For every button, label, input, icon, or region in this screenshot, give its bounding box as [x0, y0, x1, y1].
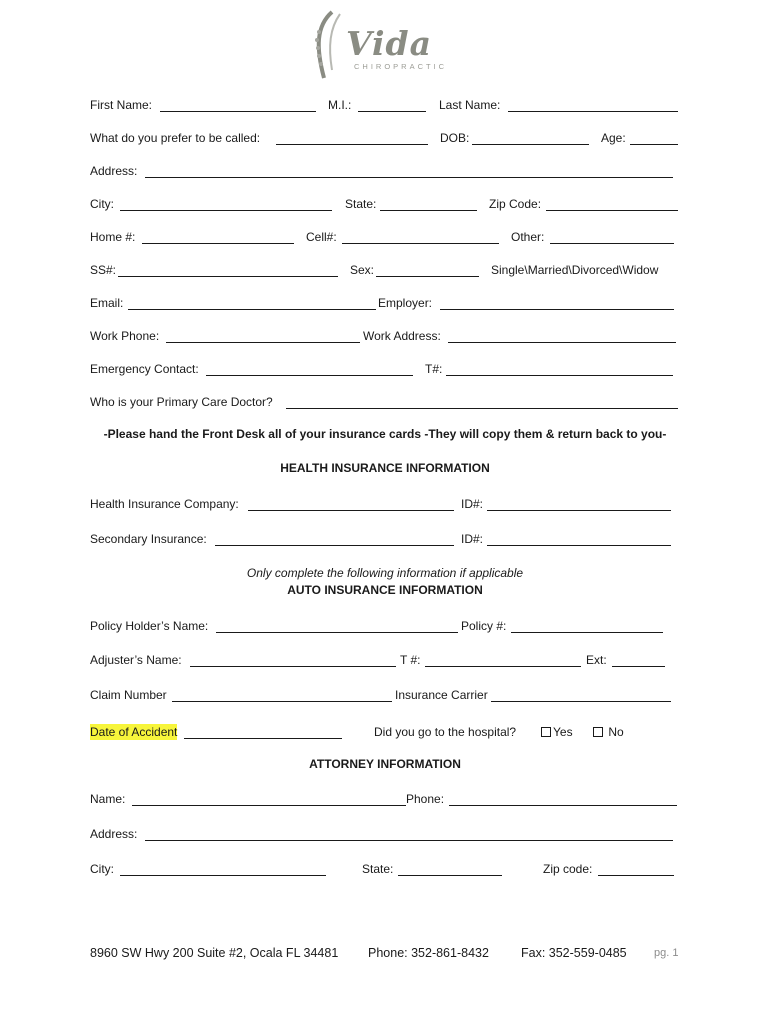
emergency-contact-label: Emergency Contact:: [90, 362, 199, 376]
employer-label: Employer:: [378, 296, 433, 310]
sex-label: Sex:: [350, 263, 375, 277]
claim-row: [90, 687, 680, 705]
insurance-cards-notice: -Please hand the Front Desk all of your insurance cards -They will copy them & return back to you-: [103, 427, 667, 441]
health-id-label: ID#:: [461, 497, 484, 511]
attorney-city-field[interactable]: [120, 875, 326, 876]
city-label: City:: [90, 197, 114, 211]
attorney-zip-field[interactable]: [598, 875, 674, 876]
attorney-name-row: [90, 791, 680, 809]
pcp-row: [90, 394, 680, 412]
mi-label: M.I.:: [328, 98, 352, 112]
date-of-accident-label: Date of Accident: [90, 725, 178, 739]
claim-number-label: Claim Number: [90, 688, 167, 702]
hospital-question: Did you go to the hospital?: [374, 725, 517, 739]
footer-fax: Fax: 352-559-0485: [521, 946, 627, 960]
first-name-field[interactable]: [160, 111, 316, 112]
logo-subtitle: CHIROPRACTIC: [354, 62, 448, 71]
pcp-field[interactable]: [286, 408, 678, 409]
attorney-state-label: State:: [362, 862, 394, 876]
other-phone-field[interactable]: [550, 243, 674, 244]
auto-note: Only complete the following information if applicable: [246, 566, 524, 580]
cell-label: Cell#:: [306, 230, 337, 244]
city-row: [90, 196, 680, 214]
insurance-carrier-label: Insurance Carrier: [395, 688, 488, 702]
attorney-heading: ATTORNEY INFORMATION: [309, 757, 461, 771]
work-phone-field[interactable]: [166, 342, 360, 343]
work-row: [90, 328, 680, 346]
emergency-row: [90, 361, 680, 379]
dob-field[interactable]: [472, 144, 589, 145]
cell-field[interactable]: [342, 243, 499, 244]
date-of-accident-field[interactable]: [184, 738, 342, 739]
work-phone-label: Work Phone:: [90, 329, 160, 343]
email-label: Email:: [90, 296, 124, 310]
city-field[interactable]: [120, 210, 332, 211]
adjuster-phone-label: T #:: [400, 653, 421, 667]
zip-field[interactable]: [546, 210, 678, 211]
page-number: pg. 1: [654, 947, 679, 959]
secondary-id-label: ID#:: [461, 532, 484, 546]
attorney-city-row: [90, 861, 680, 879]
state-field[interactable]: [380, 210, 477, 211]
zip-label: Zip Code:: [489, 197, 542, 211]
home-phone-field[interactable]: [142, 243, 294, 244]
state-label: State:: [345, 197, 377, 211]
secondary-insurance-field[interactable]: [215, 545, 454, 546]
other-phone-label: Other:: [511, 230, 545, 244]
email-field[interactable]: [128, 309, 376, 310]
health-insurance-heading: HEALTH INSURANCE INFORMATION: [280, 461, 490, 475]
attorney-phone-label: Phone:: [406, 792, 445, 806]
adjuster-row: [90, 652, 680, 670]
dob-label: DOB:: [440, 131, 470, 145]
attorney-address-field[interactable]: [145, 840, 673, 841]
ss-row: [90, 262, 680, 280]
last-name-label: Last Name:: [439, 98, 501, 112]
health-company-label: Health Insurance Company:: [90, 497, 239, 511]
no-checkbox[interactable]: [593, 727, 603, 737]
name-row: [90, 97, 680, 115]
attorney-address-label: Address:: [90, 827, 138, 841]
footer-address: 8960 SW Hwy 200 Suite #2, Ocala FL 34481: [90, 946, 339, 960]
attorney-address-row: [90, 826, 680, 844]
sex-field[interactable]: [376, 276, 479, 277]
age-label: Age:: [601, 131, 626, 145]
attorney-name-field[interactable]: [132, 805, 406, 806]
mi-field[interactable]: [358, 111, 426, 112]
insurance-carrier-field[interactable]: [491, 701, 671, 702]
health-id-field[interactable]: [487, 510, 671, 511]
accident-row: [90, 724, 680, 742]
hospital-no-option[interactable]: [593, 724, 624, 740]
policy-holder-label: Policy Holder’s Name:: [90, 619, 209, 633]
policy-holder-row: [90, 618, 680, 636]
secondary-id-field[interactable]: [487, 545, 671, 546]
no-label: No: [608, 725, 624, 739]
phones-row: [90, 229, 680, 247]
attorney-name-label: Name:: [90, 792, 126, 806]
policy-number-label: Policy #:: [461, 619, 507, 633]
address-row: [90, 163, 680, 181]
preferred-name-label: What do you prefer to be called:: [90, 131, 261, 145]
employer-field[interactable]: [440, 309, 674, 310]
home-phone-label: Home #:: [90, 230, 136, 244]
ext-field[interactable]: [612, 666, 665, 667]
address-label: Address:: [90, 164, 138, 178]
emergency-contact-field[interactable]: [206, 375, 413, 376]
policy-number-field[interactable]: [511, 632, 663, 633]
secondary-insurance-label: Secondary Insurance:: [90, 532, 207, 546]
marital-status-options[interactable]: Single\Married\Divorced\Widow: [491, 263, 659, 277]
attorney-phone-field[interactable]: [449, 805, 677, 806]
adjuster-name-field[interactable]: [190, 666, 396, 667]
first-name-label: First Name:: [90, 98, 153, 112]
health-company-row: [90, 496, 680, 514]
policy-holder-field[interactable]: [216, 632, 458, 633]
preferred-row: [90, 130, 680, 148]
footer-phone: Phone: 352-861-8432: [368, 946, 489, 960]
adjuster-phone-field[interactable]: [425, 666, 581, 667]
yes-label: Yes: [553, 725, 573, 739]
yes-checkbox[interactable]: [541, 727, 551, 737]
adjuster-name-label: Adjuster’s Name:: [90, 653, 182, 667]
ext-label: Ext:: [586, 653, 607, 667]
emergency-phone-label: T#:: [425, 362, 443, 376]
email-row: [90, 295, 680, 313]
secondary-insurance-row: [90, 531, 680, 549]
logo-wordmark: Vida: [346, 24, 433, 63]
address-field[interactable]: [145, 177, 673, 178]
health-company-field[interactable]: [248, 510, 454, 511]
work-address-field[interactable]: [448, 342, 676, 343]
emergency-phone-field[interactable]: [446, 375, 673, 376]
age-field[interactable]: [630, 144, 678, 145]
ss-field[interactable]: [118, 276, 338, 277]
vida-chiropractic-logo: [306, 8, 466, 80]
work-address-label: Work Address:: [363, 329, 441, 343]
attorney-city-label: City:: [90, 862, 114, 876]
claim-number-field[interactable]: [172, 701, 392, 702]
ss-label: SS#:: [90, 263, 117, 277]
last-name-field[interactable]: [508, 111, 678, 112]
hospital-yes-option[interactable]: [541, 724, 573, 740]
preferred-name-field[interactable]: [276, 144, 428, 145]
auto-insurance-heading: AUTO INSURANCE INFORMATION: [287, 583, 483, 597]
attorney-zip-label: Zip code:: [543, 862, 593, 876]
attorney-state-field[interactable]: [398, 875, 502, 876]
pcp-label: Who is your Primary Care Doctor?: [90, 395, 273, 409]
